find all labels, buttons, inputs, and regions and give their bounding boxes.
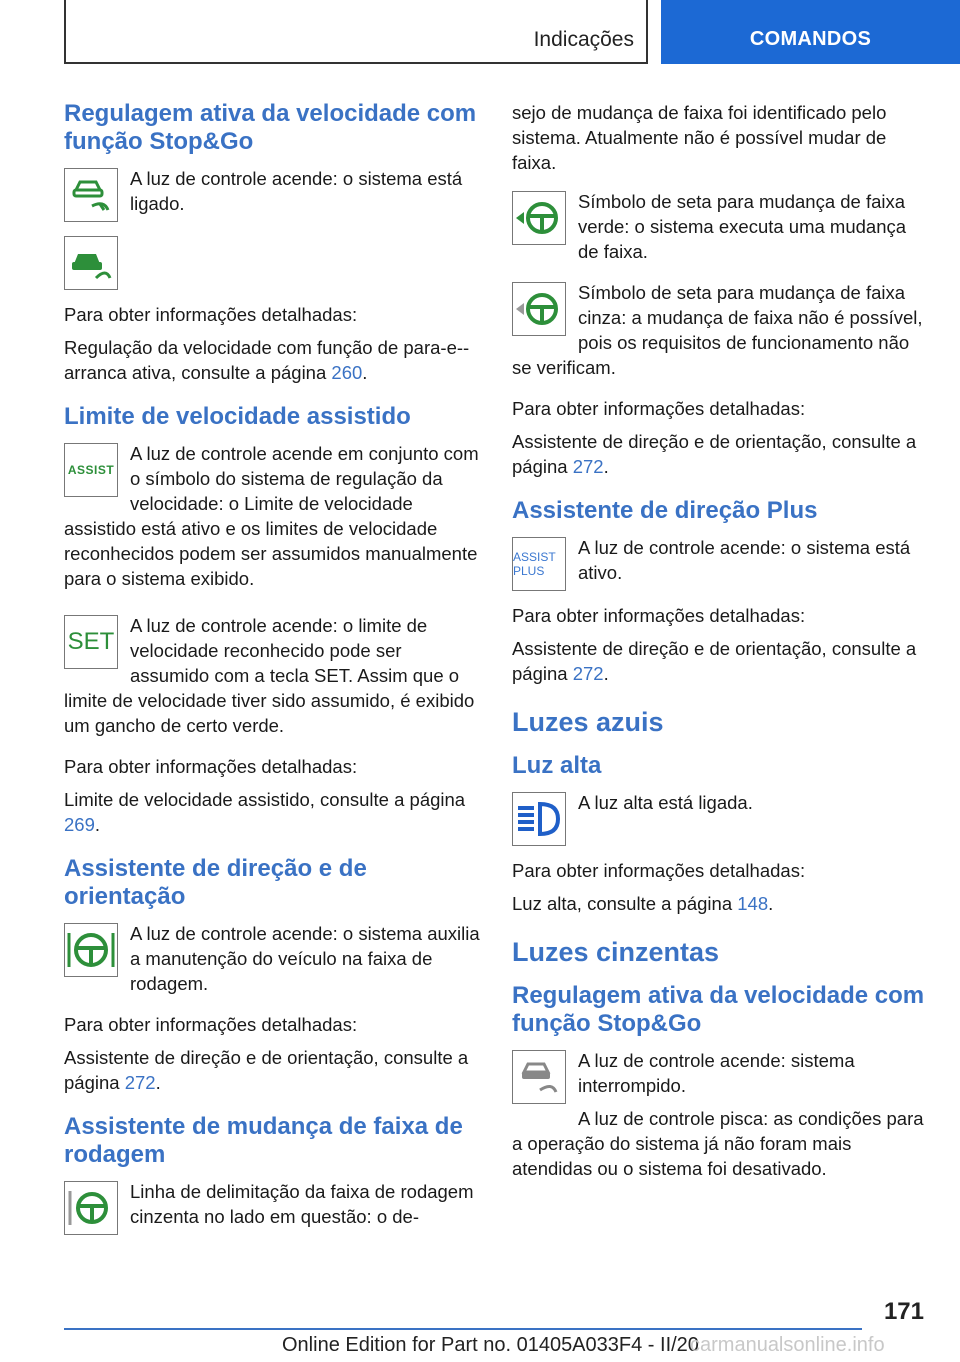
header-section-tab <box>64 0 648 64</box>
acc-reference-text: Regulação da velocidade com função de para-e--arranca ativa, consulte a página <box>64 337 470 383</box>
lane-arrow-gray-icon <box>512 282 566 336</box>
acc-on-block-2 <box>64 234 480 294</box>
assist-text: A luz de controle acende em conjunto com o símbolo do sistema de regulação da velocidade: o Limite de velocidade assistido está ativo e os limites de velocidade reconhecidos podem ser assumidos manualmente para o sistema exibido. <box>64 443 479 589</box>
set-text: A luz de controle acende: o limite de velocidade reconhecido pode ser assumido com a tecla SET. Assim que o limite de velocidade tiver sido assumido, é exibido um gancho de certo verde. <box>64 615 475 736</box>
set-icon-label: SET <box>67 628 115 655</box>
acc-page-link[interactable]: 260 <box>331 362 363 383</box>
acc-on-block <box>64 166 480 226</box>
acc-on-text: A luz de controle acende: o sistema está ligado. <box>130 168 463 214</box>
lane-gray-line-icon <box>64 1181 118 1235</box>
assist-plus-text: A luz de controle acende: o sistema está ativo. <box>578 537 911 583</box>
edition-text: Online Edition for Part no. 01405A033F4 - II/20 <box>282 1334 699 1356</box>
lane-change-continued: sejo de mudança de faixa foi identificado pelo sistema. Atualmente não é possível mudar de faixa. <box>512 102 887 173</box>
beam-reference-text: Luz alta, consulte a página <box>512 893 738 914</box>
section-title-steering-plus: Assistente de direção Plus <box>512 497 818 524</box>
section-title-acc-stopgo: Regulagem ativa da velocidade com função Stop&Go <box>64 100 477 155</box>
page-number: 171 <box>883 1298 924 1325</box>
lane-green-block <box>512 189 928 272</box>
header-chapter-label: COMANDOS <box>749 28 872 50</box>
lane-green-text: Símbolo de seta para mudança de faixa verde: o sistema executa uma mudança de faixa. <box>578 191 907 262</box>
speed-reference: Limite de velocidade assistido, consulte a página 269. <box>64 789 466 835</box>
speed-info-label: Para obter informações detalhadas: <box>64 756 358 777</box>
section-title-acc-stopgo-gray: Regulagem ativa da velocidade com função Stop&Go <box>512 982 925 1037</box>
footer-rule <box>64 1328 862 1330</box>
lane-gray-block <box>512 280 928 388</box>
steering-reference-text: Assistente de direção e de orientação, consulte a página <box>64 1047 469 1093</box>
right-column <box>512 100 928 1197</box>
lane-change-text: Linha de delimitação da faixa de rodagem cinzenta no lado em questão: o de- <box>130 1181 474 1227</box>
plus-page-link[interactable]: 272 <box>572 663 604 684</box>
speed-reference-text: Limite de velocidade assistido, consulte a página <box>64 789 466 810</box>
left-column <box>64 100 480 1247</box>
section-title-high-beam: Luz alta <box>512 752 602 779</box>
set-block <box>64 613 480 746</box>
lane-reference-text: Assistente de direção e de orientação, consulte a página <box>512 431 917 477</box>
section-title-steering-assist: Assistente de direção e de orientação <box>64 855 367 910</box>
assist-plus-icon-label: ASSIST PLUS <box>513 550 556 578</box>
beam-page-link[interactable]: 148 <box>737 893 769 914</box>
header-chapter-tab <box>661 0 960 64</box>
header-section-label: Indicações <box>533 28 634 51</box>
acc-gray-text-1: A luz de controle acende: sistema interrompido. <box>578 1050 855 1096</box>
steering-info-label: Para obter informações detalhadas: <box>64 1014 358 1035</box>
lane-arrow-green-icon <box>512 191 566 245</box>
heading-blue-lights: Luzes azuis <box>512 707 664 737</box>
acc-reference: Regulação da velocidade com função de para-e--arranca ativa, consulte a página 260. <box>64 337 470 383</box>
section-title-lane-change: Assistente de mudança de faixa de rodagem <box>64 1113 463 1168</box>
steering-block <box>64 921 480 1004</box>
lane-change-block <box>64 1179 480 1239</box>
plus-info-label: Para obter informações detalhadas: <box>512 605 806 626</box>
assist-plus-block <box>512 535 928 595</box>
lane-gray-text: Símbolo de seta para mudança de faixa cinza: a mudança de faixa não é possível, pois os requisitos de funcionamento não se verificam. <box>512 282 923 378</box>
speed-page-link[interactable]: 269 <box>64 814 95 835</box>
acc-gray-block <box>512 1048 928 1189</box>
plus-reference: Assistente de direção e de orientação, consulte a página 272. <box>512 638 917 684</box>
acc-gray-text-2: A luz de controle pisca: as condições para a operação do sistema já não foram mais atendidas ou o sistema foi desativado. <box>512 1108 924 1179</box>
beam-reference: Luz alta, consulte a página 148. <box>512 893 774 914</box>
assist-plus-icon <box>512 537 566 591</box>
section-title-speed-limit-assist: Limite de velocidade assistido <box>64 403 411 430</box>
steering-reference: Assistente de direção e de orientação, consulte a página 272. <box>64 1047 469 1093</box>
steering-page-link[interactable]: 272 <box>124 1072 156 1093</box>
beam-info-label: Para obter informações detalhadas: <box>512 860 806 881</box>
acc-green-car-icon <box>64 168 118 222</box>
acc-green-car-filled-icon <box>64 236 118 290</box>
high-beam-icon <box>512 792 566 846</box>
lane-page-link[interactable]: 272 <box>572 456 604 477</box>
heading-gray-lights: Luzes cinzentas <box>512 937 720 967</box>
set-icon <box>64 615 118 669</box>
plus-reference-text: Assistente de direção e de orientação, consulte a página <box>512 638 917 684</box>
assist-icon <box>64 443 118 497</box>
assist-block <box>64 441 480 599</box>
watermark: carmanualsonline.info <box>690 1334 885 1356</box>
lane-reference: Assistente de direção e de orientação, consulte a página 272. <box>512 431 917 477</box>
acc-info-label: Para obter informações detalhadas: <box>64 304 358 325</box>
assist-icon-label: ASSIST <box>67 463 115 477</box>
high-beam-text: A luz alta está ligada. <box>578 792 753 813</box>
high-beam-block <box>512 790 928 850</box>
steering-wheel-icon <box>64 923 118 977</box>
steering-text: A luz de controle acende: o sistema auxilia a manutenção do veículo na faixa de rodagem. <box>130 923 480 994</box>
lane-info-label: Para obter informações detalhadas: <box>512 398 806 419</box>
acc-gray-car-icon <box>512 1050 566 1104</box>
